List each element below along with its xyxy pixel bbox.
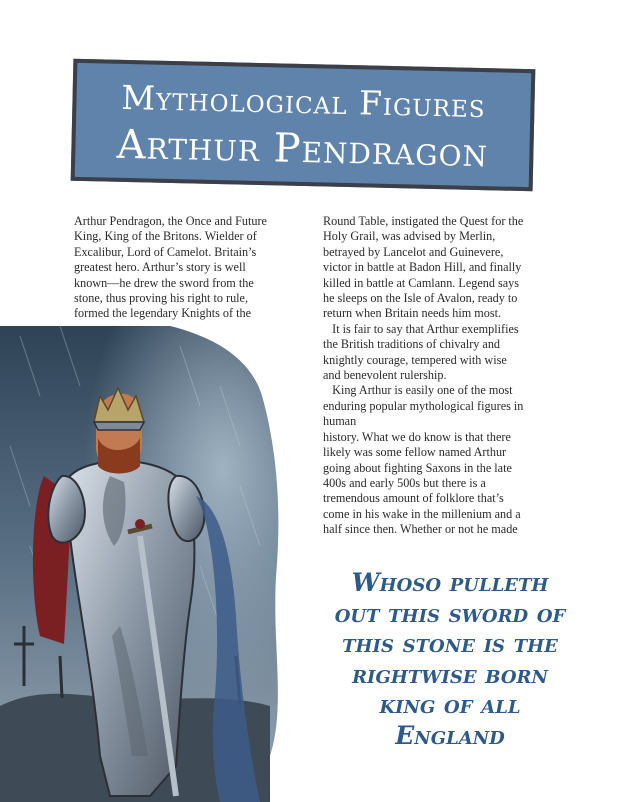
body-line: history. What we do know is that there	[323, 429, 511, 444]
body-line: killed in battle at Camlann. Legend says	[323, 275, 519, 290]
body-text-right-column	[323, 214, 553, 538]
body-line: half since then. Whether or not he made	[323, 522, 518, 537]
body-line: 400s and early 500s but there is a	[323, 475, 486, 490]
body-line: King, King of the Britons. Wielder of	[74, 229, 257, 244]
body-line: greatest hero. Arthur’s story is well	[74, 260, 246, 275]
body-line: the British traditions of chivalry and	[323, 337, 501, 352]
body-line: It is fair to say that Arthur exemplifies	[323, 321, 519, 336]
body-line: likely was some fellow named Arthur	[323, 445, 507, 460]
body-line: tremendous amount of folklore that’s	[323, 491, 504, 506]
body-line: Holy Grail, was advised by Merlin,	[323, 229, 496, 244]
body-line: victor in battle at Badon Hill, and finally	[323, 260, 522, 275]
body-line: Round Table, instigated the Quest for the	[323, 214, 524, 228]
body-line: return when Britain needs him most.	[323, 306, 502, 321]
quote-line: England	[395, 720, 505, 750]
body-line: enduring popular mythological figures in	[323, 398, 524, 413]
body-line: Excalibur, Lord of Camelot. Britain’s	[74, 244, 257, 259]
body-line: King Arthur is easily one of the most	[323, 383, 513, 398]
section-title: Mythological Figures	[120, 77, 487, 126]
knight-illustration	[0, 326, 290, 802]
body-line: stone, thus proving his right to rule,	[74, 291, 248, 306]
body-line: going about fighting Saxons in the late	[323, 460, 512, 475]
quote-line: Whoso pulleth	[351, 568, 549, 597]
body-line: and benevolent rulership.	[323, 368, 447, 383]
body-line: known—he drew the sword from the	[74, 275, 254, 290]
title-banner	[71, 59, 536, 191]
quote-line: king of all	[379, 690, 521, 719]
body-line: human	[323, 414, 357, 429]
body-line: he sleeps on the Isle of Avalon, ready to	[323, 291, 518, 306]
body-line: knightly courage, tempered with wise	[323, 352, 507, 367]
body-line: formed the legendary Knights of the	[74, 306, 252, 321]
page-title: Arthur Pendragon	[116, 121, 489, 177]
pull-quote	[300, 568, 600, 751]
body-line: betrayed by Lancelot and Guinevere,	[323, 244, 504, 259]
body-line: Arthur Pendragon, the Once and Future	[74, 214, 267, 228]
body-line: come in his wake in the millenium and a	[323, 506, 521, 521]
quote-line: out this sword of	[334, 598, 566, 628]
body-text-left-column	[74, 214, 304, 322]
quote-line: this stone is the	[342, 629, 558, 658]
quote-line: rightwise born	[352, 659, 548, 689]
